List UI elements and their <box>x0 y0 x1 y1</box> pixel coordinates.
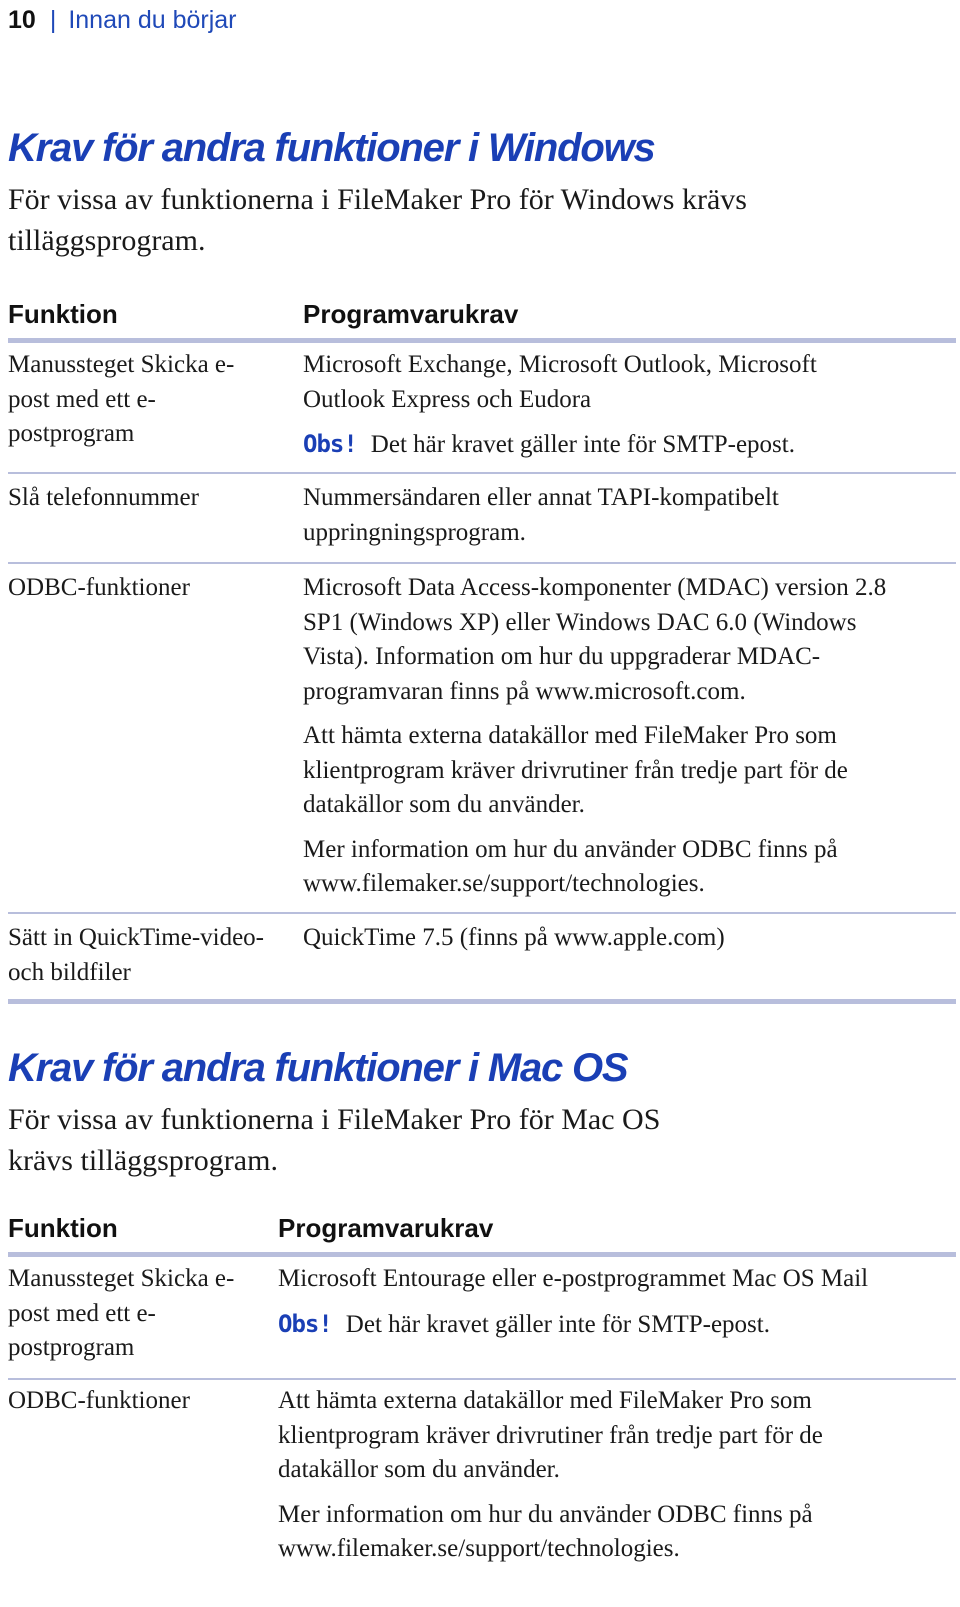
requirement-text: Mer information om hur du använder ODBC finns på www.filemaker.se/support/technologies. <box>278 1500 813 1562</box>
requirement-text: Att hämta externa datakällor med FileMaker Pro som klientprogram kräver drivrutiner från tredje part för de datakällor som du använder. <box>303 722 848 818</box>
requirement-text: Att hämta externa datakällor med FileMaker Pro som klientprogram kräver drivrutiner från tredje part för de datakällor som du använder. <box>278 1387 823 1483</box>
table-row-requirement <box>303 481 903 560</box>
requirement-text: Microsoft Entourage eller e-postprogrammet Mac OS Mail <box>278 1265 869 1292</box>
obs-label: Obs! <box>278 1309 332 1338</box>
windows-intro: För vissa av funktionerna i FileMaker Pro för Windows krävs tilläggsprogram. <box>8 183 747 257</box>
mac-requirements-table <box>8 1212 956 1607</box>
page-number: 10 <box>8 6 36 34</box>
table-row-requirement <box>303 921 903 966</box>
mac-col-function: Funktion <box>8 1213 118 1243</box>
header-rule <box>8 1252 956 1257</box>
table-row-requirement <box>278 1262 938 1352</box>
table-row-requirement <box>303 571 923 912</box>
requirement-text: Nummersändaren eller annat TAPI-kompatibelt uppringningsprogram. <box>303 484 779 546</box>
requirement-text: Mer information om hur du använder ODBC finns på www.filemaker.se/support/technologies. <box>303 835 838 897</box>
requirement-text: QuickTime 7.5 (finns på www.apple.com) <box>303 924 725 951</box>
row-divider <box>8 1378 956 1380</box>
requirement-text: Microsoft Exchange, Microsoft Outlook, Microsoft Outlook Express och Eudora <box>303 351 817 413</box>
obs-note <box>278 1307 938 1343</box>
table-row-function: Sätt in QuickTime-video- och bildfiler <box>8 924 265 986</box>
windows-col-function: Funktion <box>8 299 118 329</box>
windows-section <box>8 125 956 261</box>
windows-requirements-table <box>8 298 956 1008</box>
table-row-function: Manussteget Skicka e-post med ett e-postprogram <box>8 351 235 447</box>
row-divider <box>8 912 956 914</box>
table-row-function: ODBC-funktioner <box>8 1387 190 1414</box>
chapter-title: Innan du börjar <box>68 6 237 34</box>
mac-section <box>8 1045 956 1181</box>
requirement-text: Microsoft Data Access-komponenter (MDAC) version 2.8 SP1 (Windows XP) eller Windows DAC 6.0 (Windows Vista). Information om hur du uppgraderar MDAC-programvaran finns på www.microsoft.com. <box>303 574 887 705</box>
obs-note <box>303 427 903 463</box>
table-row-requirement <box>278 1384 898 1577</box>
table-row-function: ODBC-funktioner <box>8 574 190 601</box>
windows-col-requirement: Programvarukrav <box>303 299 519 329</box>
header-separator: | <box>49 6 57 34</box>
mac-section-title: Krav för andra funktioner i Mac OS <box>8 1046 628 1090</box>
mac-col-requirement: Programvarukrav <box>278 1213 494 1243</box>
row-divider <box>8 472 956 474</box>
header-rule <box>8 338 956 343</box>
mac-intro: För vissa av funktionerna i FileMaker Pro för Mac OS krävs tilläggsprogram. <box>8 1103 661 1177</box>
obs-text: Det här kravet gäller inte för SMTP-epost. <box>370 431 795 458</box>
table-bottom-rule <box>8 999 956 1004</box>
obs-text: Det här kravet gäller inte för SMTP-epost. <box>345 1310 770 1338</box>
table-row-requirement <box>303 348 903 473</box>
windows-section-title: Krav för andra funktioner i Windows <box>8 126 655 170</box>
table-row-function: Slå telefonnummer <box>8 484 199 511</box>
obs-label: Obs! <box>303 430 357 458</box>
table-row-function: Manussteget Skicka e-post med ett e-postprogram <box>8 1265 235 1361</box>
page-header <box>8 3 237 37</box>
row-divider <box>8 562 956 564</box>
